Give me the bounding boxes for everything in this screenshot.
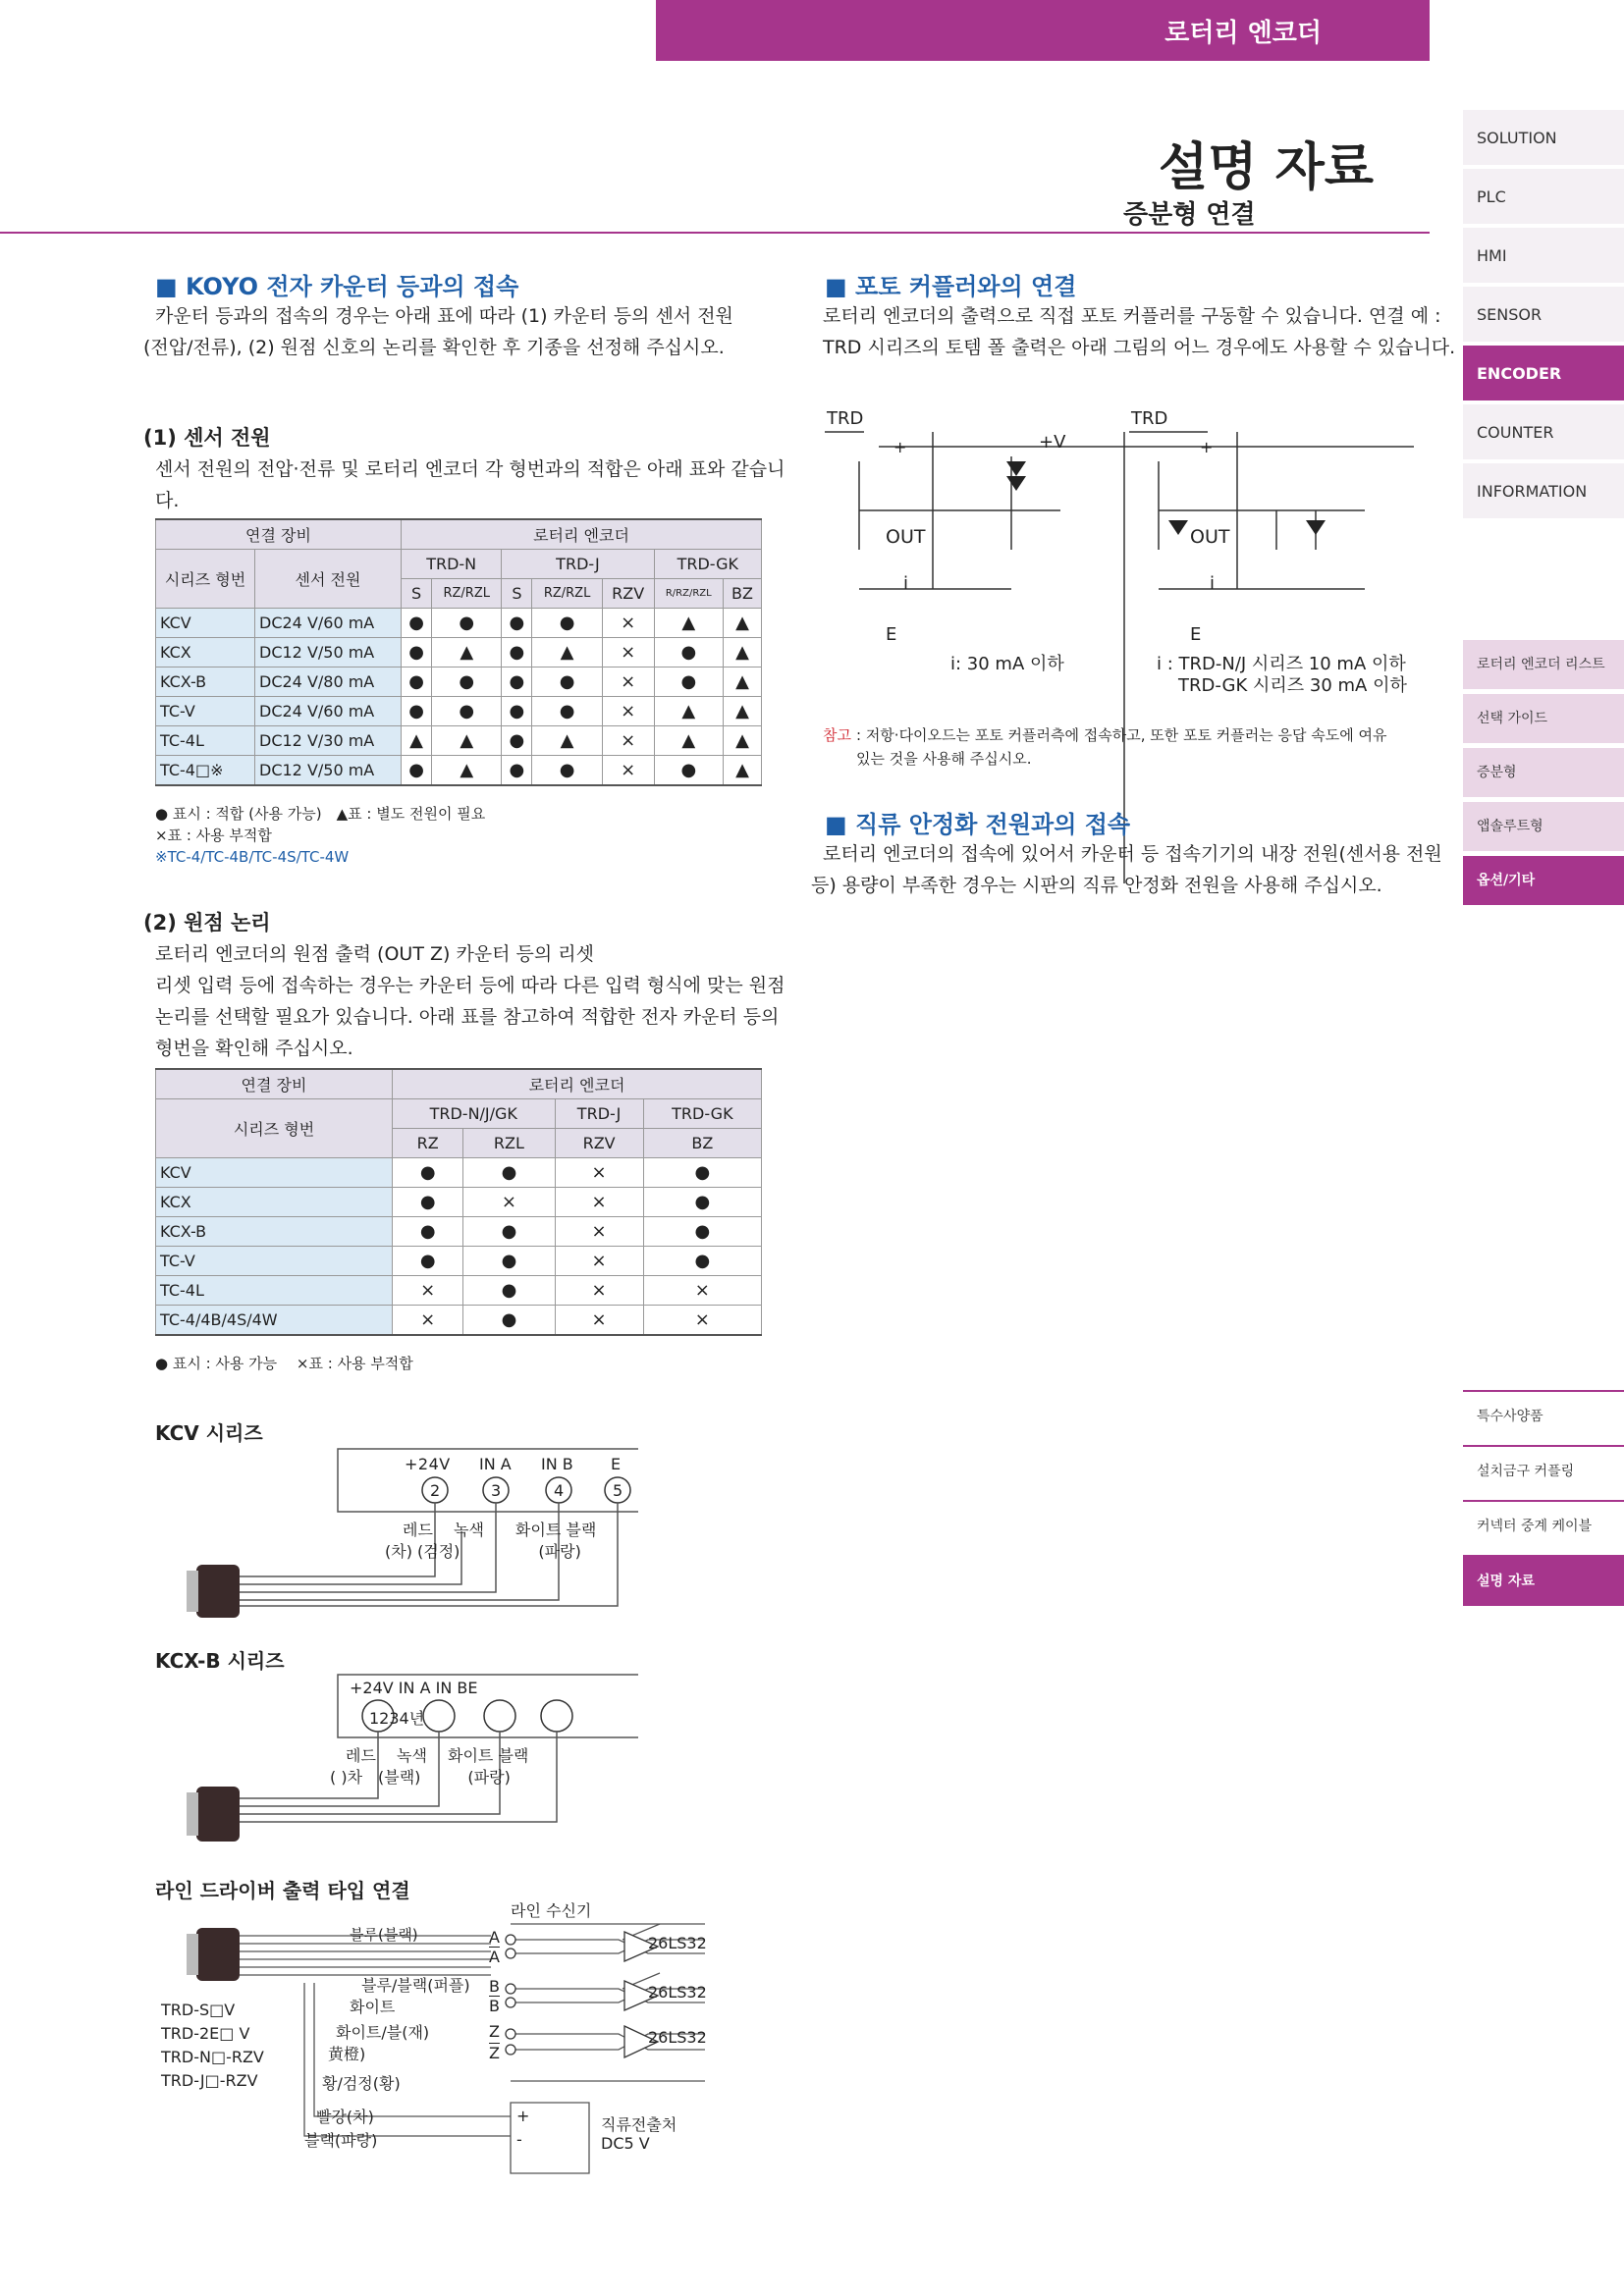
t1-cell: ▲	[723, 638, 761, 667]
t1-cell: ▲	[432, 638, 502, 667]
t1-cell: ●	[402, 609, 432, 638]
t1-col: RZ/RZL	[532, 579, 602, 609]
line-receiver-label: 라인 수신기	[511, 1901, 592, 1920]
circuit-right-note-2: TRD-GK 시리즈 30 mA 이하	[1178, 675, 1407, 696]
kcxb-title: KCX-B 시리즈	[155, 1649, 285, 1673]
ld-wire: 블루(블랙)	[350, 1926, 418, 1944]
circuit-out: OUT	[886, 526, 926, 548]
t2-model: KCX-B	[156, 1217, 393, 1247]
ld-wire: 黄橙)	[328, 2045, 366, 2063]
t1-cell: ●	[402, 756, 432, 786]
nav-information[interactable]: INFORMATION	[1463, 463, 1624, 520]
nav-counter[interactable]: COUNTER	[1463, 404, 1624, 461]
t1-cell: ●	[432, 609, 502, 638]
kcv-term-e: E	[611, 1455, 622, 1473]
t2-cell: ●	[463, 1158, 555, 1188]
t2-cell: ×	[643, 1306, 761, 1336]
ref-text-2: 있는 것을 사용해 주십시오.	[856, 750, 1032, 768]
circuit-i: i	[903, 573, 909, 594]
circuit-plus: +	[893, 438, 907, 456]
pin-label: B	[489, 1977, 500, 1996]
kcv-title: KCV 시리즈	[155, 1421, 263, 1445]
category-label: 로터리 엔코더	[1164, 18, 1322, 48]
kcv-num: 2	[430, 1481, 441, 1500]
circuit-trd-right: TRD	[1131, 408, 1168, 429]
t1-cell: ▲	[402, 726, 432, 756]
t2-cell: ×	[555, 1217, 643, 1247]
t1-cell: ●	[532, 697, 602, 726]
t1-power-header: 센서 전원	[255, 550, 402, 609]
t2-cell: ×	[555, 1306, 643, 1336]
t2-model: KCV	[156, 1158, 393, 1188]
circuit-plus: +	[1200, 438, 1214, 456]
photocoupler-heading: ■ 포토 커플러와의 연결	[825, 273, 1077, 300]
psu-minus: -	[516, 2130, 522, 2149]
t2-series-header: 시리즈 형번	[156, 1099, 393, 1158]
sensor-power-text-1: 센서 전원의 전압·전류 및 로터리 엔코더 각 형번과의 적합은 아래 표와 같습니	[155, 458, 785, 480]
subnav-explanation[interactable]: 설명 자료	[1463, 1555, 1624, 1606]
psu-voltage: DC5 V	[601, 2134, 650, 2153]
t1-cell: ▲	[654, 726, 723, 756]
t1-power: DC24 V/60 mA	[255, 697, 402, 726]
circuit-v: +V	[1039, 432, 1066, 453]
t2-cell: ●	[393, 1158, 463, 1188]
circuit-i: i	[1210, 573, 1216, 594]
kcv-wire-colors-2: (차) (검정) (파랑)	[385, 1542, 581, 1561]
t1-cell: ▲	[432, 756, 502, 786]
t1-col: S	[402, 579, 432, 609]
page-title: 설명 자료	[1159, 138, 1375, 197]
t1-cell: ×	[602, 756, 654, 786]
t1-cell: ×	[602, 638, 654, 667]
ld-wire: 블랙(파랑)	[304, 2131, 378, 2150]
t2-cell: ●	[463, 1247, 555, 1276]
t1-model: TC-V	[156, 697, 255, 726]
t2-cell: ●	[393, 1217, 463, 1247]
koyo-text-1: 카운터 등과의 접속의 경우는 아래 표에 따라 (1) 카운터 등의 센서 전원	[155, 305, 733, 327]
t1-model: TC-4□※	[156, 756, 255, 786]
t2-cell: ●	[463, 1217, 555, 1247]
t1-cell: ▲	[723, 756, 761, 786]
nav-encoder[interactable]: ENCODER	[1463, 346, 1624, 402]
ld-wire: 화이트	[350, 1998, 396, 2016]
t1-col: S	[502, 579, 532, 609]
t1-cell: ●	[532, 667, 602, 697]
t1-cell: ▲	[532, 726, 602, 756]
t1-cell: ▲	[654, 609, 723, 638]
psu-label: 직류전출처	[601, 2115, 677, 2134]
circuit-out: OUT	[1190, 526, 1230, 548]
t2-cell: ●	[463, 1306, 555, 1336]
origin-text-3: 논리를 선택할 필요가 있습니다. 아래 표를 참고하여 적합한 전자 카운터 등의	[155, 1006, 780, 1028]
t1-power: DC24 V/60 mA	[255, 609, 402, 638]
t2-cell: ●	[463, 1276, 555, 1306]
t1-cell: ●	[532, 756, 602, 786]
t1-cell: ●	[432, 697, 502, 726]
chip-label: 26LS32	[648, 2028, 707, 2047]
t2-cell: ×	[555, 1247, 643, 1276]
t1-cell: ▲	[532, 638, 602, 667]
t1-cell: ●	[402, 667, 432, 697]
t2-cell: ●	[643, 1188, 761, 1217]
t1-cell: ●	[402, 697, 432, 726]
photocoupler-text-2: TRD 시리즈의 토템 폴 출력은 아래 그림의 어느 경우에도 사용할 수 있습니다.	[823, 337, 1456, 358]
t2-group-2: TRD-J	[555, 1099, 643, 1129]
t1-note-1: ● 표시 : 적합 (사용 가능) ▲표 : 별도 전원이 필요	[155, 805, 486, 823]
t2-cell: ●	[643, 1158, 761, 1188]
t1-model: KCV	[156, 609, 255, 638]
t2-cell: ●	[393, 1247, 463, 1276]
t1-cell: ●	[654, 638, 723, 667]
t1-cell: ▲	[723, 609, 761, 638]
subnav-special[interactable]: 특수사양품	[1463, 1390, 1624, 1441]
photocoupler-text-1: 로터리 엔코더의 출력으로 직접 포토 커플러를 구동할 수 있습니다. 연결 예 :	[823, 305, 1441, 327]
t1-cell: ●	[654, 667, 723, 697]
kcv-term-24v: +24V	[405, 1455, 451, 1473]
pin-label: $\overline{A}$	[489, 1948, 500, 1966]
t1-power: DC12 V/50 mA	[255, 638, 402, 667]
t1-cell: ●	[502, 726, 532, 756]
subnav-bracket-coupling[interactable]: 설치금구 커플링	[1463, 1445, 1624, 1496]
t1-cell: ●	[654, 756, 723, 786]
t2-cell: ×	[393, 1306, 463, 1336]
line-driver-title: 라인 드라이버 출력 타입 연결	[155, 1879, 410, 1902]
ref-label: 참고	[823, 726, 851, 744]
kcxb-wire-colors: 레드 녹색 화이트 블랙	[346, 1746, 529, 1765]
t2-cell: ×	[463, 1188, 555, 1217]
kcv-num: 5	[613, 1481, 623, 1500]
circuit-right-note-1: i : TRD-N/J 시리즈 10 mA 이하	[1157, 654, 1406, 674]
t1-cell: ▲	[654, 697, 723, 726]
ld-model: TRD-2E□ V	[161, 2024, 250, 2043]
t1-cell: ●	[402, 638, 432, 667]
ld-wire: 황/검정(황)	[322, 2074, 401, 2093]
t1-cell: ●	[502, 697, 532, 726]
subnav-incremental[interactable]: 증분형	[1463, 748, 1624, 799]
circuit-e: E	[886, 624, 897, 645]
origin-text-2: 리셋 입력 등에 접속하는 경우는 카운터 등에 따라 다른 입력 형식에 맞는 원점	[155, 975, 785, 996]
t2-group-1: TRD-N/J/GK	[393, 1099, 556, 1129]
t1-cell: ×	[602, 697, 654, 726]
subnav-connector-cable[interactable]: 커넥터 중계 케이블	[1463, 1500, 1624, 1551]
circuit-left-note: i: 30 mA 이하	[950, 654, 1064, 674]
t2-cell: ●	[393, 1188, 463, 1217]
kcv-num: 3	[491, 1481, 502, 1500]
nav-sensor[interactable]: SENSOR	[1463, 287, 1624, 344]
ld-model: TRD-N□-RZV	[161, 2048, 264, 2066]
t1-enc-header: 로터리 엔코더	[402, 519, 762, 550]
sensor-power-text-2: 다.	[155, 490, 180, 511]
kcv-term-ina: IN A	[479, 1455, 512, 1473]
dc-text-1: 로터리 엔코더의 접속에 있어서 카운터 등 접속기기의 내장 전원(센서용 전원	[823, 843, 1442, 865]
t1-series-header: 시리즈 형번	[156, 550, 255, 609]
t1-group-trd-j: TRD-J	[502, 550, 654, 579]
chip-label: 26LS32	[648, 1934, 707, 1952]
ld-model: TRD-S□V	[161, 2001, 236, 2019]
t1-cell: ×	[602, 609, 654, 638]
sensor-power-title: (1) 센서 전원	[143, 426, 271, 450]
t1-cell: ●	[502, 638, 532, 667]
t2-group-3: TRD-GK	[643, 1099, 761, 1129]
t2-cell: ×	[643, 1276, 761, 1306]
nav-plc[interactable]: PLC	[1463, 169, 1624, 226]
t1-power: DC12 V/30 mA	[255, 726, 402, 756]
t2-col: RZV	[555, 1129, 643, 1158]
t1-group-trd-n: TRD-N	[402, 550, 502, 579]
t1-cell: ×	[602, 667, 654, 697]
t2-col: RZL	[463, 1129, 555, 1158]
t2-col: RZ	[393, 1129, 463, 1158]
ld-wire: 빨강(차)	[316, 2108, 374, 2126]
circuit-trd-left: TRD	[827, 408, 864, 429]
kcxb-nums: 1234년	[369, 1709, 425, 1728]
pin-label: $\overline{Z}$	[489, 2044, 500, 2062]
origin-text-1: 로터리 엔코더의 원점 출력 (OUT Z) 카운터 등의 리셋	[155, 943, 594, 965]
t1-model: KCX	[156, 638, 255, 667]
koyo-text-2: (전압/전류), (2) 원점 신호의 논리를 확인한 후 기종을 선정해 주십시오.	[143, 337, 725, 358]
t1-power: DC12 V/50 mA	[255, 756, 402, 786]
ld-wire: 화이트/블(재)	[336, 2023, 430, 2042]
t1-cell: ●	[502, 609, 532, 638]
t2-enc-header: 로터리 엔코더	[393, 1069, 762, 1099]
pin-label: $\overline{B}$	[489, 1997, 500, 2015]
nav-solution[interactable]: SOLUTION	[1463, 110, 1624, 167]
t1-power: DC24 V/80 mA	[255, 667, 402, 697]
t2-note: ● 표시 : 사용 가능 ×표 : 사용 부적합	[155, 1355, 413, 1372]
subnav-absolute[interactable]: 앱솔루트형	[1463, 802, 1624, 853]
kcxb-wire-colors-2: ( )차 (블랙) (파랑)	[330, 1768, 511, 1787]
t2-model: TC-4/4B/4S/4W	[156, 1306, 393, 1336]
origin-logic-title: (2) 원점 논리	[143, 911, 271, 934]
t2-cell: ×	[555, 1188, 643, 1217]
t2-conn-header: 연결 장비	[156, 1069, 393, 1099]
ld-wire: 블루/블랙(퍼플)	[361, 1976, 470, 1995]
subnav-selection-guide[interactable]: 선택 가이드	[1463, 694, 1624, 745]
pin-label: A	[489, 1928, 500, 1947]
page-subtitle: 증분형 연결	[1123, 200, 1256, 230]
t2-col: BZ	[643, 1129, 761, 1158]
t2-model: KCX	[156, 1188, 393, 1217]
psu-plus: +	[516, 2107, 530, 2125]
t1-col: R/RZ/RZL	[654, 579, 723, 609]
subnav-encoder-list[interactable]: 로터리 엔코더 리스트	[1463, 640, 1624, 691]
t1-conn-header: 연결 장비	[156, 519, 402, 550]
t2-cell: ×	[555, 1158, 643, 1188]
nav-hmi[interactable]: HMI	[1463, 228, 1624, 285]
koyo-heading: ■ KOYO 전자 카운터 등과의 접속	[155, 273, 519, 300]
t1-col: BZ	[723, 579, 761, 609]
t2-model: TC-4L	[156, 1276, 393, 1306]
t2-cell: ●	[643, 1247, 761, 1276]
kcv-wire-colors: 레드 녹색 화이트 블랙	[403, 1521, 597, 1539]
t1-cell: ▲	[723, 726, 761, 756]
t1-note-2: ×표 : 사용 부적합	[155, 827, 272, 844]
t1-cell: ●	[502, 667, 532, 697]
t1-cell: ●	[502, 756, 532, 786]
t1-col: RZ/RZL	[432, 579, 502, 609]
t1-group-trd-gk: TRD-GK	[654, 550, 761, 579]
t2-cell: ●	[643, 1217, 761, 1247]
kcv-num: 4	[554, 1481, 565, 1500]
t2-cell: ×	[555, 1276, 643, 1306]
t1-cell: ▲	[723, 697, 761, 726]
t2-model: TC-V	[156, 1247, 393, 1276]
origin-text-4: 형번을 확인해 주십시오.	[155, 1038, 353, 1059]
ld-model: TRD-J□-RZV	[161, 2071, 258, 2090]
subnav-options[interactable]: 옵션/기타	[1463, 856, 1624, 907]
t1-note-3: ※TC-4/TC-4B/TC-4S/TC-4W	[155, 848, 350, 866]
dc-heading: ■ 직류 안정화 전원과의 접속	[825, 811, 1131, 838]
t1-cell: ×	[602, 726, 654, 756]
t1-col: RZV	[602, 579, 654, 609]
chip-label: 26LS32	[648, 1983, 707, 2002]
t1-cell: ▲	[723, 667, 761, 697]
circuit-e: E	[1190, 624, 1202, 645]
t1-cell: ▲	[432, 726, 502, 756]
kcxb-terms: +24V IN A IN BE	[350, 1679, 478, 1697]
t1-cell: ●	[432, 667, 502, 697]
t1-cell: ●	[532, 609, 602, 638]
ref-text-1: : 저항·다이오드는 포토 커플러측에 접속하고, 또한 포토 커플러는 응답 속도에 여유	[856, 726, 1387, 744]
dc-text-2: 등) 용량이 부족한 경우는 시판의 직류 안정화 전원을 사용해 주십시오.	[811, 875, 1382, 896]
t2-cell: ×	[393, 1276, 463, 1306]
pin-label: Z	[489, 2022, 500, 2041]
t1-model: TC-4L	[156, 726, 255, 756]
t1-model: KCX-B	[156, 667, 255, 697]
kcv-term-inb: IN B	[541, 1455, 573, 1473]
